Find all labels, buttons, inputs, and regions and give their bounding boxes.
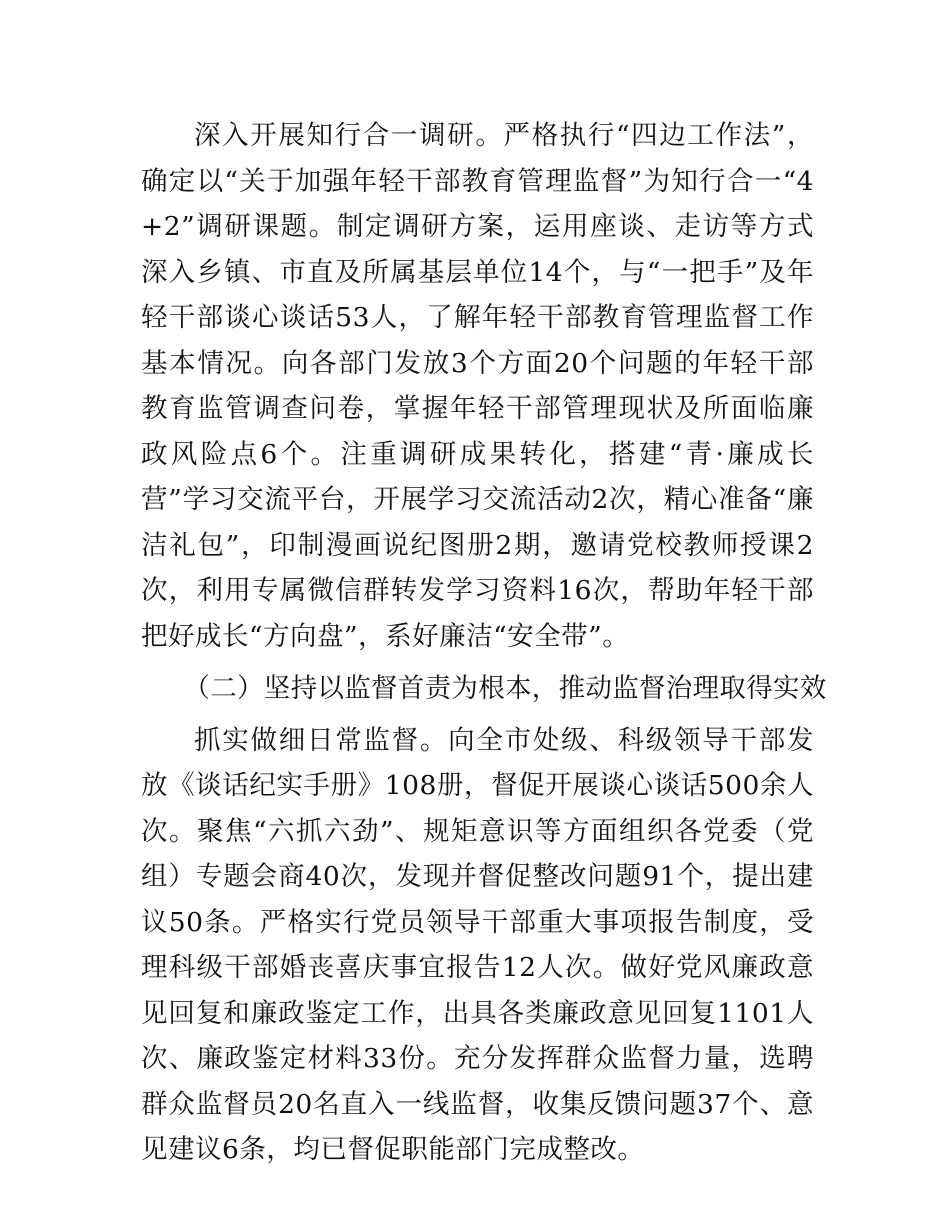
document-body	[141, 113, 827, 1173]
paragraph-research: 深入开展知行合一调研。严格执行“四边工作法”，确定以“关于加强年轻干部教育管理监督”为知行合一“4+2”调研课题。制定调研方案，运用座谈、走访等方式深入乡镇、市直及所属基层单位14个，与“一把手”及年轻干部谈心谈话53人，了解年轻干部教育管理监督工作基本情况。向各部门发放3个方面20个问题的年轻干部教育监管调查问卷，掌握年轻干部管理现状及所面临廉政风险点6个。注重调研成果转化，搭建“青·廉成长营”学习交流平台，开展学习交流活动2次，精心准备“廉洁礼包”，印制漫画说纪图册2期，邀请党校教师授课2次，利用专属微信群转发学习资料16次，帮助年轻干部把好成长“方向盘”，系好廉洁“安全带”。	[141, 120, 814, 652]
section-heading: （二）坚持以监督首责为根本，推动监督治理取得实效	[183, 673, 827, 704]
paragraph-supervision: 抓实做细日常监督。向全市处级、科级领导干部发放《谈话纪实手册》108册，督促开展谈心谈话500余人次。聚焦“六抓六劲”、规矩意识等方面组织各党委（党组）专题会商40次，发现并督促整改问题91个，提出建议50条。严格实行党员领导干部重大事项报告制度，受理科级干部婚丧喜庆事宜报告12人次。做好党风廉政意见回复和廉政鉴定工作，出具各类廉政意见回复1101人次、廉政鉴定材料33份。充分发挥群众监督力量，选聘群众监督员20名直入一线监督，收集反馈问题37个、意见建议6条，均已督促职能部门完成整改。	[141, 724, 814, 1165]
